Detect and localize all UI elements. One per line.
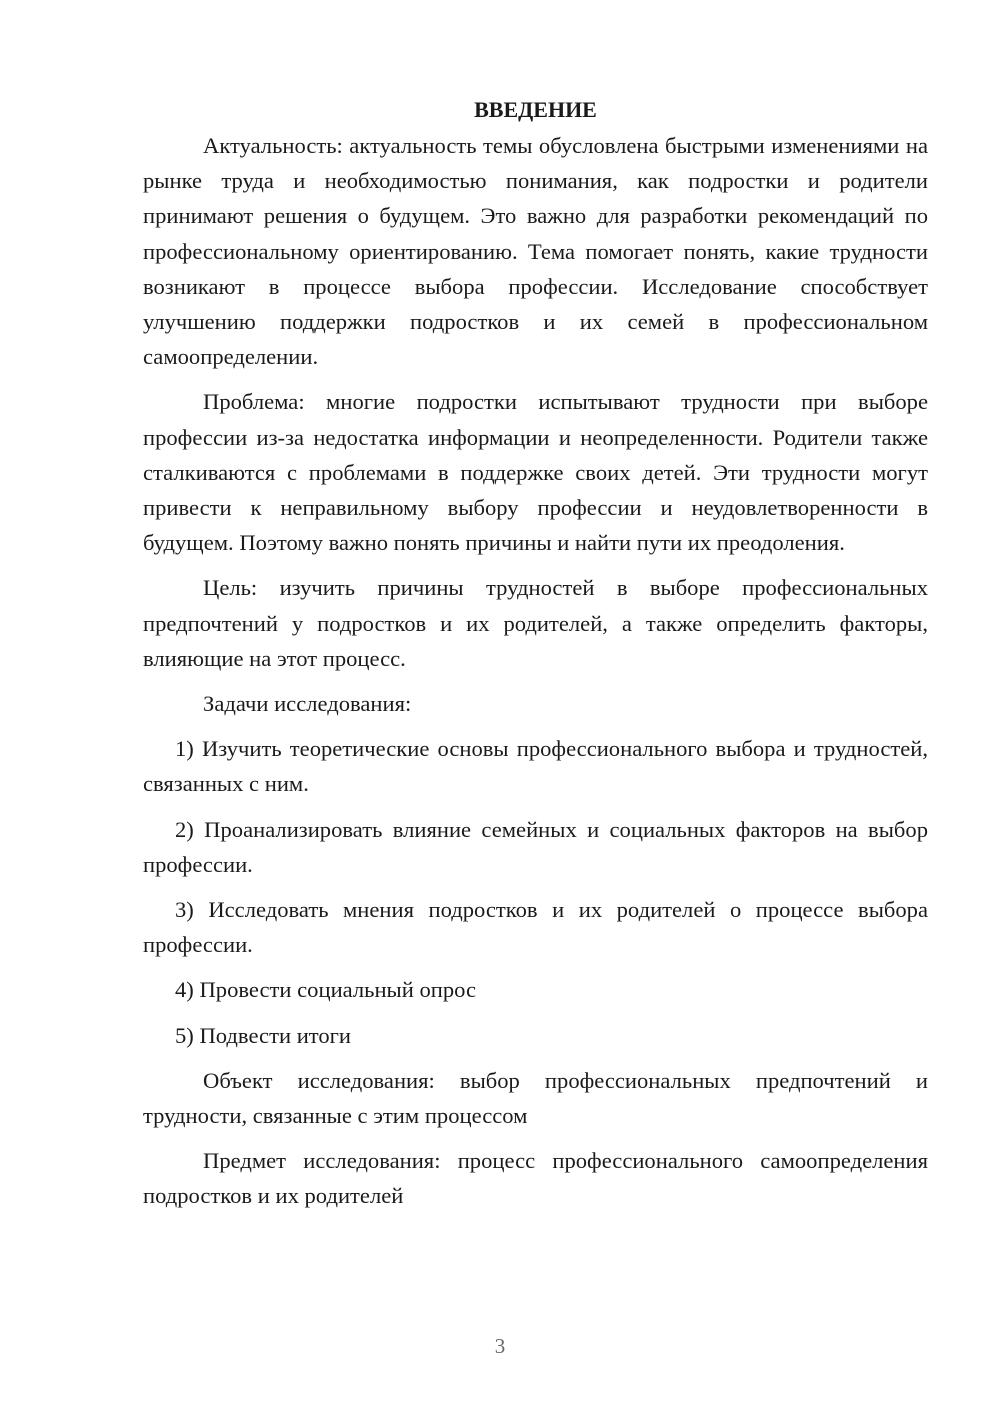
- subject-paragraph: Предмет исследования: процесс профессионального самоопределения подростков и их родителей: [143, 1148, 928, 1209]
- task-item-2: 2) Проанализировать влияние семейных и социальных факторов на выбор профессии.: [143, 816, 928, 877]
- task-item-3: 3) Исследовать мнения подростков и их родителей о процессе выбора профессии.: [143, 897, 928, 958]
- task-item-4: 4) Провести социальный опрос: [175, 977, 477, 1003]
- relevance-paragraph: Актуальность: актуальность темы обусловлена быстрыми изменениями на рынке труда и необходимостью понимания, как подростки и родители принимают решения о будущем. Это важно для разработки рекомендаций по профессиональному ориентированию. Тема помогает понять, какие трудности возникают в процессе выбора профессии. Исследование способствует улучшению поддержки подростков и их семей в профессиональном самоопределении.: [143, 133, 928, 370]
- goal-paragraph: Цель: изучить причины трудностей в выборе профессиональных предпочтений у подростков и их родителей, а также определить факторы, влияющие на этот процесс.: [143, 575, 928, 671]
- problem-paragraph: Проблема: многие подростки испытывают трудности при выборе профессии из-за недостатка информации и неопределенности. Родители также сталкиваются с проблемами в поддержке своих детей. Эти трудности могут привести к неправильному выбору профессии и неудовлетворенности в будущем. Поэтому важно понять причины и найти пути их преодоления.: [143, 389, 928, 556]
- object-paragraph: Объект исследования: выбор профессиональных предпочтений и трудности, связанные с этим процессом: [143, 1067, 928, 1129]
- task-item-1: 1) Изучить теоретические основы профессионального выбора и трудностей, связанных с ним.: [143, 736, 928, 797]
- tasks-heading: Задачи исследования:: [203, 691, 412, 717]
- page-number: 3: [494, 1334, 506, 1358]
- task-item-5: 5) Подвести итоги: [175, 1022, 352, 1048]
- page-title: ВВЕДЕНИЕ: [474, 97, 597, 122]
- document-page: [143, 92, 928, 1224]
